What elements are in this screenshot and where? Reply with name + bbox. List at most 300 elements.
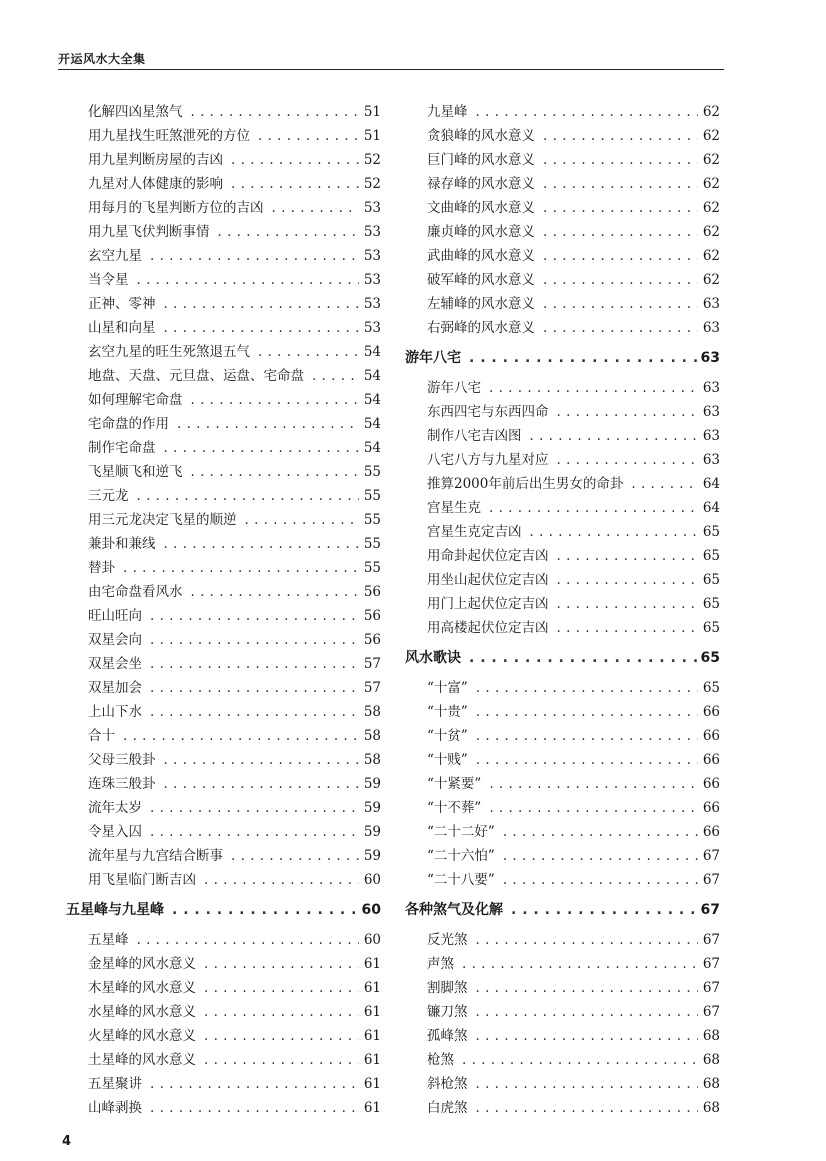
dot-leader: [164, 316, 360, 340]
entry-title: “二十六怕”: [427, 848, 495, 864]
entry-page-number: 54: [363, 392, 381, 408]
entry-title: 飞星顺飞和逆飞: [88, 464, 183, 480]
toc-section-entry: [405, 640, 720, 676]
dot-leader: [164, 532, 360, 556]
dot-leader: [543, 316, 698, 340]
entry-title: “十富”: [427, 680, 468, 696]
dot-leader: [476, 676, 698, 700]
dot-leader: [469, 640, 697, 676]
dot-leader: [164, 772, 360, 796]
entry-page-number: 54: [363, 344, 381, 360]
entry-page-number: 53: [363, 200, 381, 216]
toc-entry: [405, 700, 720, 724]
toc-entry: [405, 616, 720, 640]
dot-leader: [312, 364, 359, 388]
entry-page-number: 66: [702, 704, 720, 720]
entry-title: 木星峰的风水意义: [88, 980, 196, 996]
dot-leader: [172, 892, 358, 928]
entry-page-number: 55: [363, 536, 381, 552]
entry-title: 合十: [88, 728, 115, 744]
entry-page-number: 62: [702, 248, 720, 264]
entry-page-number: 57: [363, 656, 381, 672]
toc-entry: [405, 172, 720, 196]
toc-entry: [405, 868, 720, 892]
entry-page-number: 60: [361, 902, 381, 918]
entry-page-number: 52: [363, 176, 381, 192]
entry-page-number: 61: [363, 1052, 381, 1068]
entry-title: 武曲峰的风水意义: [427, 248, 535, 264]
entry-page-number: 58: [363, 704, 381, 720]
dot-leader: [543, 220, 698, 244]
entry-title: 九星对人体健康的影响: [88, 176, 223, 192]
entry-page-number: 67: [702, 980, 720, 996]
entry-page-number: 63: [702, 296, 720, 312]
toc-entry: [66, 676, 381, 700]
entry-title: 用九星判断房屋的吉凶: [88, 152, 223, 168]
entry-title: 水星峰的风水意义: [88, 1004, 196, 1020]
entry-title: 用九星找生旺煞泄死的方位: [88, 128, 250, 144]
entry-title: 兼卦和兼线: [88, 536, 156, 552]
entry-title: “十紧要”: [427, 776, 482, 792]
dot-leader: [543, 244, 698, 268]
entry-page-number: 65: [702, 596, 720, 612]
toc-section-entry: [66, 892, 381, 928]
toc-entry: [66, 1024, 381, 1048]
toc-entry: [66, 244, 381, 268]
toc-entry: [405, 772, 720, 796]
entry-page-number: 65: [702, 680, 720, 696]
toc-entry: [405, 976, 720, 1000]
entry-title: 五星峰: [88, 932, 129, 948]
dot-leader: [204, 952, 359, 976]
entry-title: 孤峰煞: [427, 1028, 468, 1044]
toc-entry: [405, 424, 720, 448]
entry-title: 白虎煞: [427, 1100, 468, 1116]
toc-entry: [66, 172, 381, 196]
toc-entry: [405, 544, 720, 568]
toc-entry: [66, 124, 381, 148]
dot-leader: [489, 376, 698, 400]
entry-title: 土星峰的风水意义: [88, 1052, 196, 1068]
entry-title: 父母三般卦: [88, 752, 156, 768]
entry-page-number: 68: [702, 1052, 720, 1068]
dot-leader: [476, 1096, 699, 1120]
toc-entry: [405, 376, 720, 400]
dot-leader: [476, 1000, 699, 1024]
toc-entry: [66, 100, 381, 124]
entry-page-number: 68: [702, 1100, 720, 1116]
dot-leader: [489, 796, 698, 820]
dot-leader: [530, 424, 699, 448]
entry-title: 反光煞: [427, 932, 468, 948]
dot-leader: [164, 748, 360, 772]
toc-entry: [66, 484, 381, 508]
entry-page-number: 64: [702, 476, 720, 492]
entry-title: 用高楼起伏位定吉凶: [427, 620, 549, 636]
entry-page-number: 55: [363, 488, 381, 504]
entry-page-number: 51: [363, 128, 381, 144]
toc-entry: [66, 724, 381, 748]
entry-page-number: 63: [702, 320, 720, 336]
entry-title: 旺山旺向: [88, 608, 142, 624]
entry-title: 由宅命盘看风水: [88, 584, 183, 600]
entry-title: 廉贞峰的风水意义: [427, 224, 535, 240]
entry-page-number: 61: [363, 1100, 381, 1116]
dot-leader: [557, 568, 699, 592]
dot-leader: [503, 844, 698, 868]
entry-page-number: 61: [363, 1028, 381, 1044]
entry-title: 双星会坐: [88, 656, 142, 672]
dot-leader: [231, 844, 359, 868]
toc-entry: [66, 460, 381, 484]
entry-title: 用飞星临门断吉凶: [88, 872, 196, 888]
entry-page-number: 67: [702, 1004, 720, 1020]
toc-entry: [66, 652, 381, 676]
entry-page-number: 65: [702, 572, 720, 588]
toc-entry: [66, 868, 381, 892]
toc-entry: [405, 1048, 720, 1072]
toc-entry: [405, 148, 720, 172]
toc-entry: [405, 1072, 720, 1096]
toc-entry: [405, 592, 720, 616]
dot-leader: [231, 172, 359, 196]
dot-leader: [557, 400, 699, 424]
dot-leader: [631, 472, 698, 496]
dot-leader: [150, 628, 359, 652]
toc-entry: [405, 676, 720, 700]
toc-entry: [405, 268, 720, 292]
entry-title: 玄空九星: [88, 248, 142, 264]
dot-leader: [543, 172, 698, 196]
entry-page-number: 61: [363, 956, 381, 972]
entry-page-number: 62: [702, 200, 720, 216]
entry-page-number: 56: [363, 608, 381, 624]
toc-entry: [66, 772, 381, 796]
entry-title: 推算2000年前后出生男女的命卦: [427, 476, 624, 492]
entry-page-number: 67: [702, 872, 720, 888]
entry-title: 九星峰: [427, 104, 468, 120]
dot-leader: [557, 448, 699, 472]
toc-entry: [405, 1096, 720, 1120]
entry-title: 用坐山起伏位定吉凶: [427, 572, 549, 588]
dot-leader: [476, 748, 698, 772]
toc-entry: [66, 976, 381, 1000]
entry-page-number: 51: [363, 104, 381, 120]
dot-leader: [258, 340, 359, 364]
entry-title: 制作八宅吉凶图: [427, 428, 522, 444]
entry-title: 八宅八方与九星对应: [427, 452, 549, 468]
entry-page-number: 62: [702, 224, 720, 240]
toc-entry: [405, 928, 720, 952]
toc-entry: [66, 1048, 381, 1072]
entry-title: 山星和向星: [88, 320, 156, 336]
dot-leader: [557, 616, 699, 640]
dot-leader: [150, 796, 359, 820]
dot-leader: [204, 1024, 359, 1048]
entry-page-number: 68: [702, 1028, 720, 1044]
dot-leader: [503, 820, 698, 844]
entry-page-number: 63: [702, 428, 720, 444]
entry-title: 玄空九星的旺生死煞退五气: [88, 344, 250, 360]
toc-entry: [66, 292, 381, 316]
entry-page-number: 67: [702, 848, 720, 864]
dot-leader: [191, 580, 360, 604]
entry-page-number: 62: [702, 104, 720, 120]
entry-page-number: 67: [702, 932, 720, 948]
toc-entry: [405, 124, 720, 148]
entry-page-number: 55: [363, 512, 381, 528]
toc-entry: [405, 844, 720, 868]
toc-entry: [66, 1000, 381, 1024]
toc-entry: [405, 796, 720, 820]
entry-title: 五星峰与九星峰: [66, 902, 164, 918]
entry-title: 替卦: [88, 560, 115, 576]
entry-page-number: 53: [363, 296, 381, 312]
dot-leader: [150, 244, 359, 268]
toc-entry: [66, 412, 381, 436]
entry-page-number: 64: [702, 500, 720, 516]
entry-title: “十不葬”: [427, 800, 482, 816]
toc-entry: [405, 748, 720, 772]
entry-title: 流年星与九宫结合断事: [88, 848, 223, 864]
entry-page-number: 61: [363, 1076, 381, 1092]
dot-leader: [258, 124, 359, 148]
entry-title: 令星入囚: [88, 824, 142, 840]
entry-page-number: 53: [363, 272, 381, 288]
entry-page-number: 66: [702, 800, 720, 816]
dot-leader: [137, 928, 360, 952]
toc-entry: [66, 556, 381, 580]
toc-entry: [66, 388, 381, 412]
entry-page-number: 65: [702, 524, 720, 540]
toc-entry: [405, 820, 720, 844]
entry-title: 当令星: [88, 272, 129, 288]
toc-entry: [66, 628, 381, 652]
dot-leader: [476, 1024, 699, 1048]
dot-leader: [476, 976, 699, 1000]
toc-entry: [66, 196, 381, 220]
entry-title: 文曲峰的风水意义: [427, 200, 535, 216]
dot-leader: [557, 592, 699, 616]
toc-entry: [405, 1024, 720, 1048]
entry-title: 用九星飞伏判断事情: [88, 224, 210, 240]
dot-leader: [231, 148, 359, 172]
entry-title: 游年八宅: [427, 380, 481, 396]
entry-page-number: 56: [363, 584, 381, 600]
dot-leader: [164, 292, 360, 316]
entry-page-number: 65: [702, 548, 720, 564]
entry-title: 割脚煞: [427, 980, 468, 996]
entry-page-number: 54: [363, 416, 381, 432]
entry-title: 金星峰的风水意义: [88, 956, 196, 972]
entry-title: 用命卦起伏位定吉凶: [427, 548, 549, 564]
dot-leader: [245, 508, 360, 532]
dot-leader: [476, 700, 698, 724]
entry-page-number: 68: [702, 1076, 720, 1092]
dot-leader: [191, 100, 360, 124]
entry-page-number: 63: [702, 452, 720, 468]
toc-entry: [66, 532, 381, 556]
entry-title: 地盘、天盘、元旦盘、运盘、宅命盘: [88, 368, 304, 384]
dot-leader: [272, 196, 360, 220]
entry-title: 游年八宅: [405, 350, 461, 366]
toc-entry: [66, 508, 381, 532]
dot-leader: [476, 724, 698, 748]
entry-page-number: 66: [702, 728, 720, 744]
toc-section-entry: [405, 340, 720, 376]
dot-leader: [150, 604, 359, 628]
dot-leader: [511, 892, 697, 928]
entry-page-number: 62: [702, 152, 720, 168]
toc-entry: [405, 952, 720, 976]
entry-title: “二十八要”: [427, 872, 495, 888]
entry-page-number: 62: [702, 176, 720, 192]
entry-page-number: 59: [363, 776, 381, 792]
dot-leader: [530, 520, 699, 544]
toc-entry: [66, 1072, 381, 1096]
toc-entry: [66, 1096, 381, 1120]
dot-leader: [462, 1048, 698, 1072]
toc-entry: [66, 340, 381, 364]
toc-entry: [66, 748, 381, 772]
entry-title: 左辅峰的风水意义: [427, 296, 535, 312]
toc-entry: [66, 580, 381, 604]
dot-leader: [150, 820, 359, 844]
entry-page-number: 56: [363, 632, 381, 648]
dot-leader: [204, 1000, 359, 1024]
header-rule: [58, 69, 724, 70]
entry-page-number: 61: [363, 980, 381, 996]
toc-entry: [405, 244, 720, 268]
entry-title: 镰刀煞: [427, 1004, 468, 1020]
entry-page-number: 58: [363, 752, 381, 768]
entry-page-number: 62: [702, 128, 720, 144]
dot-leader: [462, 952, 698, 976]
entry-title: 三元龙: [88, 488, 129, 504]
entry-page-number: 63: [702, 380, 720, 396]
dot-leader: [191, 388, 360, 412]
dot-leader: [137, 484, 360, 508]
toc-section-entry: [405, 892, 720, 928]
toc-entry: [405, 568, 720, 592]
toc-entry: [66, 268, 381, 292]
dot-leader: [476, 928, 699, 952]
toc-entry: [66, 604, 381, 628]
dot-leader: [469, 340, 697, 376]
entry-title: “十贫”: [427, 728, 468, 744]
entry-page-number: 54: [363, 368, 381, 384]
entry-page-number: 52: [363, 152, 381, 168]
entry-title: 禄存峰的风水意义: [427, 176, 535, 192]
entry-title: 双星加会: [88, 680, 142, 696]
dot-leader: [204, 1048, 359, 1072]
entry-page-number: 62: [702, 272, 720, 288]
entry-page-number: 58: [363, 728, 381, 744]
dot-leader: [150, 1072, 359, 1096]
entry-title: 右弼峰的风水意义: [427, 320, 535, 336]
entry-title: 宫星生克: [427, 500, 481, 516]
entry-page-number: 53: [363, 248, 381, 264]
toc-entry: [66, 436, 381, 460]
toc-entry: [66, 364, 381, 388]
dot-leader: [150, 700, 359, 724]
entry-title: 破军峰的风水意义: [427, 272, 535, 288]
toc-entry: [405, 196, 720, 220]
dot-leader: [150, 676, 359, 700]
entry-title: 用三元龙决定飞星的顺逆: [88, 512, 237, 528]
entry-page-number: 53: [363, 224, 381, 240]
entry-title: 宫星生克定吉凶: [427, 524, 522, 540]
dot-leader: [543, 292, 698, 316]
entry-page-number: 67: [700, 902, 720, 918]
toc-entry: [66, 928, 381, 952]
entry-page-number: 65: [702, 620, 720, 636]
entry-title: 风水歌诀: [405, 650, 461, 666]
entry-title: 制作宅命盘: [88, 440, 156, 456]
entry-page-number: 66: [702, 752, 720, 768]
entry-title: 声煞: [427, 956, 454, 972]
toc-entry: [405, 400, 720, 424]
entry-page-number: 53: [363, 320, 381, 336]
entry-title: 如何理解宅命盘: [88, 392, 183, 408]
dot-leader: [543, 124, 698, 148]
entry-title: “十贱”: [427, 752, 468, 768]
toc-entry: [66, 148, 381, 172]
dot-leader: [164, 436, 360, 460]
entry-page-number: 65: [700, 650, 720, 666]
toc-entry: [66, 700, 381, 724]
dot-leader: [123, 556, 359, 580]
entry-page-number: 57: [363, 680, 381, 696]
dot-leader: [123, 724, 359, 748]
entry-title: 用门上起伏位定吉凶: [427, 596, 549, 612]
toc-entry: [405, 496, 720, 520]
entry-title: 上山下水: [88, 704, 142, 720]
entry-page-number: 66: [702, 824, 720, 840]
page-number: 4: [62, 1134, 72, 1149]
entry-title: 枪煞: [427, 1052, 454, 1068]
dot-leader: [204, 868, 359, 892]
entry-title: 化解四凶星煞气: [88, 104, 183, 120]
toc-entry: [66, 220, 381, 244]
dot-leader: [489, 496, 698, 520]
toc-entry: [405, 316, 720, 340]
toc-entry: [405, 292, 720, 316]
dot-leader: [503, 868, 698, 892]
entry-title: 贪狼峰的风水意义: [427, 128, 535, 144]
dot-leader: [476, 1072, 699, 1096]
entry-title: “十贵”: [427, 704, 468, 720]
entry-title: 东西四宅与东西四命: [427, 404, 549, 420]
toc-entry: [405, 472, 720, 496]
dot-leader: [150, 1096, 359, 1120]
dot-leader: [543, 148, 698, 172]
dot-leader: [476, 100, 699, 124]
entry-page-number: 59: [363, 848, 381, 864]
entry-title: 山峰剥换: [88, 1100, 142, 1116]
entry-page-number: 60: [363, 932, 381, 948]
entry-title: 火星峰的风水意义: [88, 1028, 196, 1044]
dot-leader: [543, 268, 698, 292]
dot-leader: [177, 412, 359, 436]
entry-page-number: 55: [363, 560, 381, 576]
dot-leader: [204, 976, 359, 1000]
entry-title: 宅命盘的作用: [88, 416, 169, 432]
toc-entry: [66, 952, 381, 976]
toc-entry: [405, 724, 720, 748]
entry-page-number: 59: [363, 800, 381, 816]
entry-title: 双星会向: [88, 632, 142, 648]
